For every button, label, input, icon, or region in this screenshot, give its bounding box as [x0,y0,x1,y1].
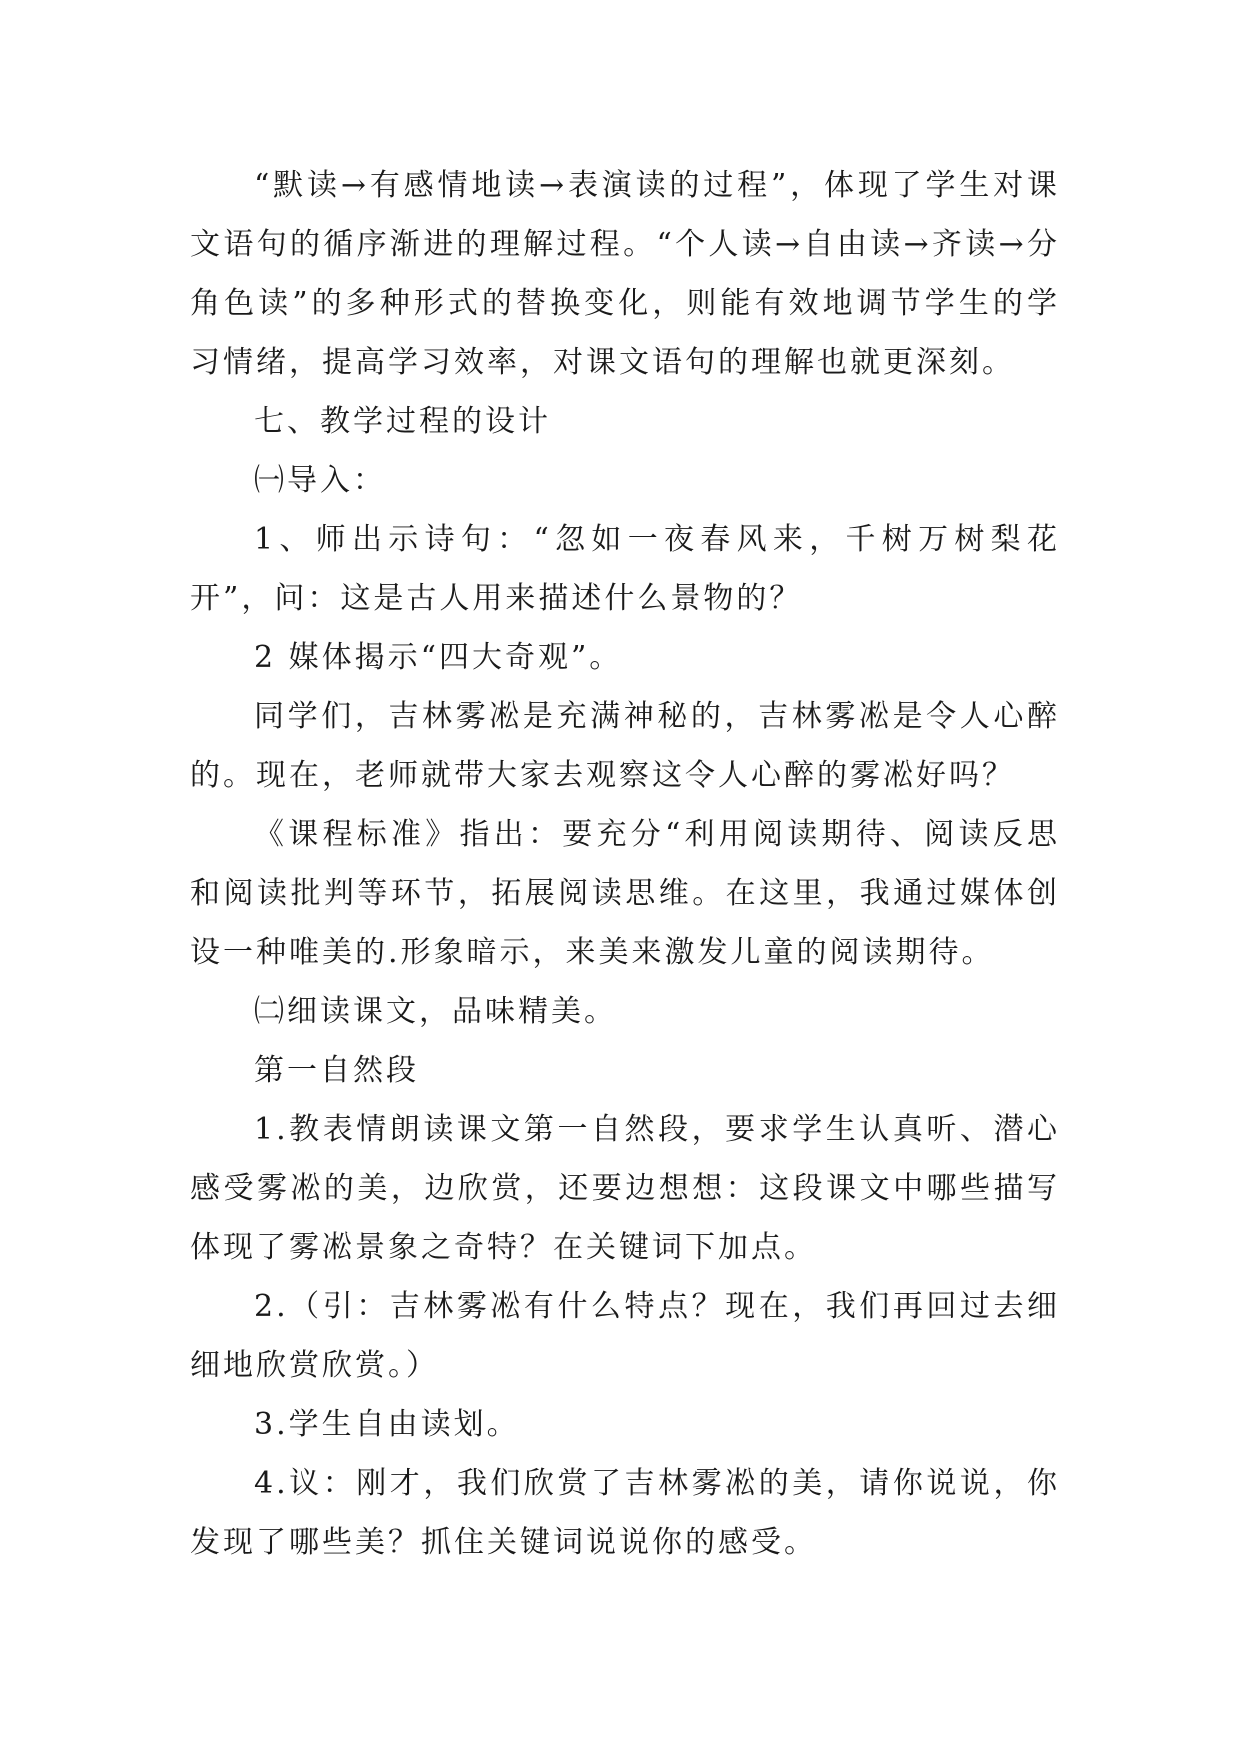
list-item-step-3: 3.学生自由读划。 [254,1407,520,1442]
subheading-first-paragraph: 第一自然段 [254,1053,419,1088]
paragraph-poem-question: 1、师出示诗句：“忽如一夜春风来，千树万树梨花开”，问：这是古人用来描述什么景物的？ [190,522,1060,616]
paragraph-classmates-intro: 同学们，吉林雾凇是充满神秘的，吉林雾凇是令人心醉的。现在，老师就带大家去观察这令人心醉的雾凇好吗？ [190,699,1060,793]
document-body [190,156,1060,1572]
paragraph-reading-process: “默读→有感情地读→表演读的过程”，体现了学生对课文语句的循序渐进的理解过程。“个人读→自由读→齐读→分角色读”的多种形式的替换变化，则能有效地调节学生的学习情绪，提高学习效率，对课文语句的理解也就更深刻。 [190,168,1060,380]
section-heading-teaching-design: 七、教学过程的设计 [254,404,551,439]
paragraph-media-reveal: 2 媒体揭示“四大奇观”。 [254,640,623,675]
list-item-step-2: 2.（引：吉林雾凇有什么特点？现在，我们再回过去细细地欣赏欣赏。） [190,1289,1060,1383]
subheading-introduction: ㈠导入： [254,463,386,498]
list-item-step-4: 4.议：刚才，我们欣赏了吉林雾凇的美，请你说说，你发现了哪些美？抓住关键词说说你的感受。 [190,1466,1060,1560]
list-item-step-1: 1.教表情朗读课文第一自然段，要求学生认真听、潜心感受雾凇的美，边欣赏，还要边想想：这段课文中哪些描写体现了雾凇景象之奇特？在关键词下加点。 [190,1112,1060,1265]
paragraph-curriculum-standard: 《课程标准》指出：要充分“利用阅读期待、阅读反思和阅读批判等环节，拓展阅读思维。在这里，我通过媒体创设一种唯美的.形象暗示，来美来激发儿童的阅读期待。 [190,817,1060,970]
subheading-close-reading: ㈡细读课文，品味精美。 [254,994,617,1029]
